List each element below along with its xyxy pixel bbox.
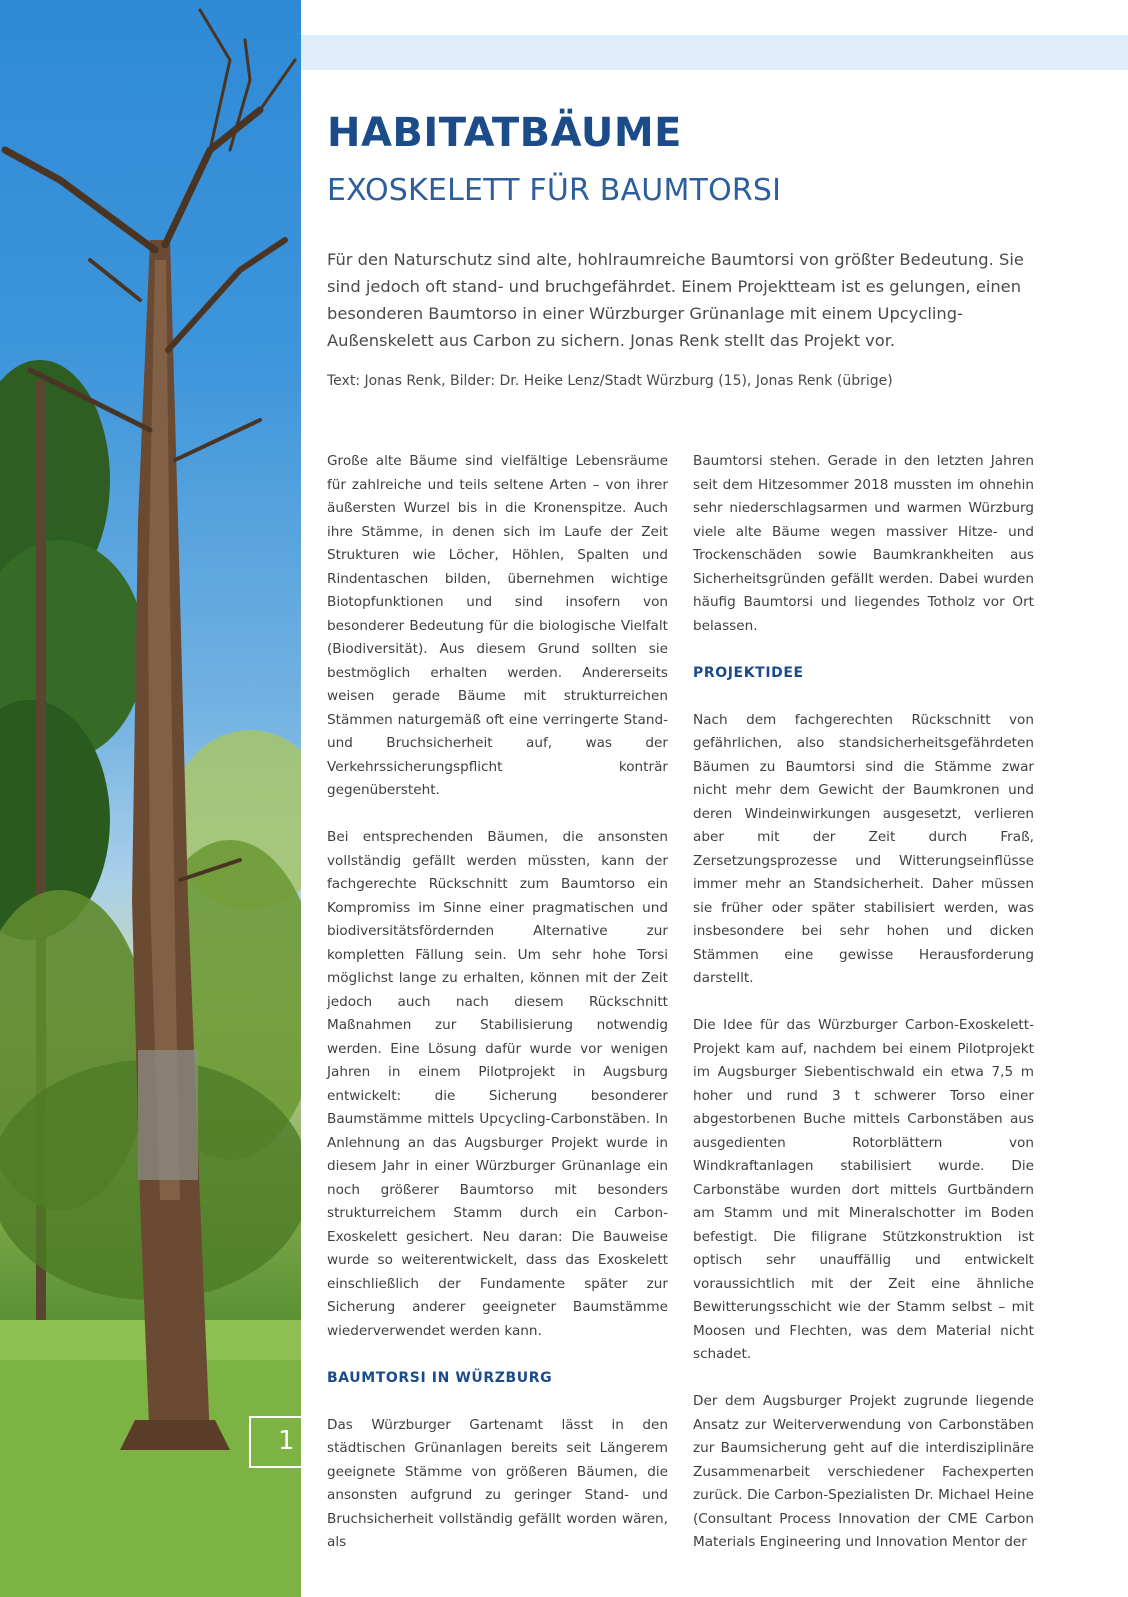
page-number: 1 <box>278 1426 295 1456</box>
article-title: HABITATBÄUME <box>327 110 682 156</box>
paragraph: Die Idee für das Würzburger Carbon-Exoskelett-Projekt kam auf, nachdem bei einem Pilotprojekt im Augsburger Siebentischwald ein etwa 7,5 m hoher und rund 3 t schwerer Torso einer abgestorbenen Buche mittels Carbonstäben aus ausgedienten Rotorblättern von Windkraftanlagen stabilisiert wurde. Die Carbonstäbe wurden dort mittels Gurtbändern am Stamm und mit Mineralschotter im Boden befestigt. Die filigrane Stützkonstruktion ist optisch sehr unauffällig und entwickelt voraussichtlich mit der Zeit eine ähnliche Bewitterungsschicht wie der Stamm selbst – mit Moosen und Flechten, was dem Material nicht schadet. <box>693 1017 1034 1362</box>
header-band <box>301 35 1128 70</box>
paragraph: Bei entsprechenden Bäumen, die ansonsten vollständig gefällt werden müssten, kann der fachgerechte Rückschnitt zum Baumtorso ein Kompromiss im Sinne einer pragmatischen und biodiversitätsfördernden Alternative zur kompletten Fällung sein. Um sehr hohe Torsi möglichst lange zu erhalten, können mit der Zeit jedoch auch nach diesem Rückschnitt Maßnahmen zur Stabilisierung notwendig werden. Eine Lösung dafür wurde vor wenigen Jahren in einem Pilotprojekt in Augsburg entwickelt: die Sicherung besonderer Baumstämme mittels Upcycling-Carbonstäben. In Anlehnung an das Augsburger Projekt wurde in diesem Jahr in einer Würzburger Grünanlage ein noch größerer Baumtorso mit besonders strukturreichem Stamm durch ein Carbon-Exoskelett gesichert. Neu daran: Die Bauweise wurde so weiterentwickelt, dass das Exoskelett einschließlich der Fundamente später zur Sicherung anderer geeigneter Baumstämme wiederverwendet werden kann. <box>327 829 668 1339</box>
article-lead: Für den Naturschutz sind alte, hohlraumreiche Baumtorsi von größter Bedeutung. Sie sind jedoch oft stand- und bruchgefährdet. Einem Projektteam ist es gelungen, einen besonderen Baumtorso in einer Würzburger Grünanlage mit einem Upcycling-Außenskelett aus Carbon zu sichern. Jonas Renk stellt das Projekt vor. <box>327 250 1024 350</box>
article-subtitle: EXOSKELETT FÜR BAUMTORSI <box>327 173 782 208</box>
section-heading-projektidee: PROJEKTIDEE <box>693 664 804 681</box>
paragraph: Der dem Augsburger Projekt zugrunde liegende Ansatz zur Weiterverwendung von Carbonstäben zur Baumsicherung geht auf die interdisziplinäre Zusammenarbeit verschiedener Fachexperten zurück. Die Carbon-Spezialisten Dr. Michael Heine (Consultant Process Innovation der CME Carbon Materials Engineering und Innovation Mentor der <box>693 1393 1034 1550</box>
section-heading-baumtorsi: BAUMTORSI IN WÜRZBURG <box>327 1369 553 1386</box>
article-credits: Text: Jonas Renk, Bilder: Dr. Heike Lenz/Stadt Würzburg (15), Jonas Renk (übrige) <box>327 373 893 389</box>
paragraph: Baumtorsi stehen. Gerade in den letzten Jahren seit dem Hitzesommer 2018 mussten im ohnehin sehr niederschlagsarmen und warmen Würzburg viele alte Bäume wegen massiver Hitze- und Trockenschäden sowie Baumkrankheiten aus Sicherheitsgründen gefällt werden. Dabei wurden häufig Baumtorsi und liegendes Totholz vor Ort belassen. <box>693 453 1034 634</box>
paragraph: Das Würzburger Gartenamt lässt in den städtischen Grünanlagen bereits seit Längerem geeignete Stämme von größeren Bäumen, die ansonsten aufgrund zu geringer Stand- und Bruchsicherheit vollständig gefällt worden wären, als <box>327 1416 668 1550</box>
body-column-left <box>327 450 668 1578</box>
tree-illustration <box>0 0 301 1597</box>
paragraph: Große alte Bäume sind vielfältige Lebensräume für zahlreiche und teils seltene Arten – von ihrer äußersten Wurzel bis in die Kronenspitze. Auch ihre Stämme, in denen sich im Laufe der Zeit Strukturen wie Löcher, Höhlen, Spalten und Rindentaschen bilden, übernehmen wichtige Biotopfunktionen und sind insofern von besonderer Bedeutung für die biologische Vielfalt (Biodiversität). Aus diesem Grund sollten sie bestmöglich erhalten werden. Andererseits weisen gerade Bäume mit strukturreichen Stämmen naturgemäß oft eine verringerte Stand- und Bruchsicherheit auf, was der Verkehrssicherungspflicht konträr gegenübersteht. <box>327 453 668 798</box>
tree-photo <box>0 0 301 1597</box>
paragraph: Nach dem fachgerechten Rückschnitt von gefährlichen, also standsicherheitsgefährdeten Bäumen zu Baumtorsi sind die Stämme zwar nicht mehr dem Gewicht der Baumkronen und deren Windeinwirkungen ausgesetzt, verlieren aber mit der Zeit durch Fraß, Zersetzungsprozesse und Witterungseinflüsse immer mehr an Standsicherheit. Daher müssen sie früher oder später stabilisiert werden, was insbesondere bei sehr hohen und dicken Stämmen eine gewisse Herausforderung darstellt. <box>693 711 1034 986</box>
body-column-right <box>693 450 1034 1578</box>
